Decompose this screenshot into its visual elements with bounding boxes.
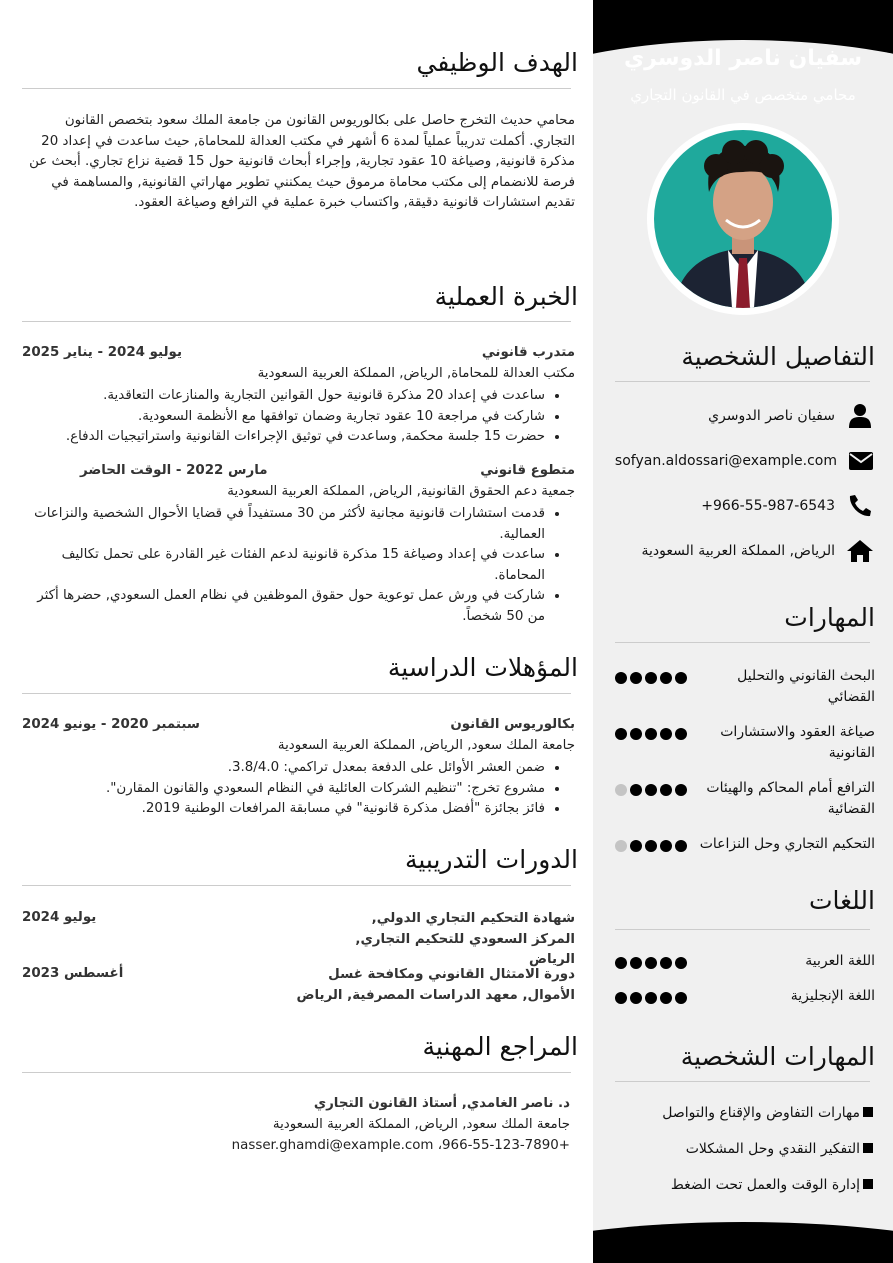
candidate-name: سفيان ناصر الدوسري: [624, 46, 862, 71]
rating-dot: [675, 672, 687, 684]
rating-dot: [675, 992, 687, 1004]
skill-row: [615, 666, 875, 708]
sidebar: [593, 0, 893, 1263]
phone-icon: [847, 493, 873, 519]
list-item: • ضمن العشر الأوائل على الدفعة بمعدل تراكمي: 3.8/4.0.: [22, 758, 545, 779]
divider: [22, 88, 571, 89]
university: جامعة الملك سعود, الرياض, المملكة العربية السعودية: [277, 738, 575, 753]
skill-row: [615, 834, 875, 855]
list-item: • حضرت 15 جلسة محكمة, وساعدت في توثيق الإجراءات القانونية واستراتيجيات الدفاع.: [22, 427, 545, 448]
rating-dot: [675, 784, 687, 796]
envelope-icon: [849, 448, 873, 474]
job-bullets: [22, 386, 575, 448]
sidebar-footer-curve: [593, 1222, 893, 1263]
rating-dot: [615, 840, 627, 852]
profile-photo: [654, 130, 832, 308]
course-date: يوليو 2024: [22, 910, 97, 925]
rating-dot: [675, 728, 687, 740]
detail-address: [615, 536, 873, 566]
rating-dot: [645, 992, 657, 1004]
rating-dot: [660, 728, 672, 740]
rating-dot: [645, 840, 657, 852]
skill-name: صياغة العقود والاستشارات القانونية: [720, 724, 875, 761]
soft-skill-item: [615, 1141, 873, 1157]
skill-level: [615, 834, 687, 852]
skill-name: الترافع أمام المحاكم والهيئات القضائية: [706, 780, 875, 817]
divider: [615, 1081, 870, 1082]
detail-email[interactable]: [615, 446, 873, 476]
rating-dot: [645, 728, 657, 740]
skill-level: [615, 666, 687, 684]
language-row: [615, 986, 875, 1007]
rating-dot: [660, 840, 672, 852]
rating-dot: [615, 992, 627, 1004]
job-organization: مكتب العدالة للمحاماة, الرياض, المملكة العربية السعودية: [257, 366, 575, 381]
list-item: • ساعدت في إعداد وصياغة 15 مذكرة قانونية لدعم الفئات غير القادرة على تحمل تكاليف المحاماة.: [22, 545, 545, 586]
skill-row: [615, 778, 875, 820]
reference-organization: جامعة الملك سعود, الرياض, المملكة العربية السعودية: [272, 1117, 570, 1132]
skill-name: البحث القانوني والتحليل القضائي: [737, 668, 875, 705]
candidate-title: محامي متخصص في القانون التجاري: [630, 86, 856, 104]
divider: [22, 885, 571, 886]
rating-dot: [645, 957, 657, 969]
soft-skill-text: التفكير النقدي وحل المشكلات: [685, 1141, 860, 1157]
rating-dot: [660, 992, 672, 1004]
rating-dot: [645, 672, 657, 684]
skills-heading: المهارات: [784, 603, 875, 632]
divider: [22, 321, 571, 322]
job-dates: يوليو 2024 - يناير 2025: [22, 345, 182, 360]
list-item: • شاركت في مراجعة 10 عقود تجارية وضمان توافقها مع الأنظمة السعودية.: [22, 407, 545, 428]
divider: [22, 693, 571, 694]
course-title: دورة الامتثال القانوني ومكافحة غسل الأموال, معهد الدراسات المصرفية, الرياض: [296, 967, 575, 1003]
rating-dot: [615, 784, 627, 796]
divider: [615, 381, 870, 382]
rating-dot: [660, 784, 672, 796]
list-item: • شاركت في ورش عمل توعوية حول حقوق الموظفين في نظام العمل السعودي, حضرها أكثر من 50 شخصاً.: [22, 586, 545, 627]
list-item: • ساعدت في إعداد 20 مذكرة قانونية حول القوانين التجارية والمنازعات التعاقدية.: [22, 386, 545, 407]
detail-address-text: الرياض, المملكة العربية السعودية: [641, 543, 835, 559]
detail-email-text[interactable]: sofyan.aldossari@example.com: [614, 453, 837, 469]
list-item: • فائز بجائزة "أفضل مذكرة قانونية" في مسابقة المرافعات الوطنية 2019.: [22, 799, 545, 820]
references-heading: المراجع المهنية: [422, 1032, 578, 1061]
rating-dot: [645, 784, 657, 796]
divider: [615, 642, 870, 643]
skill-level: [615, 778, 687, 796]
details-heading: التفاصيل الشخصية: [681, 342, 875, 371]
job-organization: جمعية دعم الحقوق القانونية, الرياض, المملكة العربية السعودية: [227, 484, 575, 499]
rating-dot: [615, 728, 627, 740]
detail-name: [615, 401, 873, 431]
job-dates: مارس 2022 - الوقت الحاضر: [80, 463, 268, 478]
avatar: [647, 123, 839, 315]
rating-dot: [630, 957, 642, 969]
education-header: [22, 717, 575, 737]
language-level: [615, 986, 687, 1004]
square-bullet-icon: [863, 1179, 873, 1189]
courses-heading: الدورات التدريبية: [404, 845, 578, 874]
course-date: أغسطس 2023: [22, 966, 124, 981]
objective-text: محامي حديث التخرج حاصل على بكالوريوس القانون من جامعة الملك سعود بتخصص القانون التجاري. أكملت تدريباً عملياً لمدة 6 أشهر في مكتب العدالة للمحاماة, حيث ساعدت في إعداد 20 مذكرة قانونية, وصياغة 10 عقود تجارية, وإجراء أبحاث قانونية حول 15 قضية نزاع تجاري. أبحث عن فرصة للانضمام إلى مكتب محاماة مرموق حيث يمكنني تطوير مهاراتي القانونية, والمساهمة في تقديم استشارات قانونية دقيقة, واكتساب خبرة عملية في الترافع وصياغة العقود.: [29, 113, 575, 210]
user-icon: [847, 403, 873, 429]
square-bullet-icon: [863, 1143, 873, 1153]
job-title: متدرب قانوني: [481, 345, 575, 360]
rating-dot: [630, 840, 642, 852]
detail-phone-text[interactable]: +966-55-987-6543: [701, 498, 835, 514]
job-title: متطوع قانوني: [480, 463, 575, 478]
rating-dot: [615, 672, 627, 684]
experience-header: [22, 463, 575, 483]
detail-phone[interactable]: [615, 491, 873, 521]
soft-skill-text: إدارة الوقت والعمل تحت الضغط: [670, 1177, 860, 1193]
list-item: • قدمت استشارات قانونية مجانية لأكثر من 30 مستفيداً في قضايا الأحوال الشخصية والنزاعات العمالية.: [22, 504, 545, 545]
divider: [615, 929, 870, 930]
language-level: [615, 951, 687, 969]
rating-dot: [660, 672, 672, 684]
rating-dot: [630, 992, 642, 1004]
soft-skill-item: [615, 1177, 873, 1193]
education-bullets: [22, 758, 575, 820]
experience-heading: الخبرة العملية: [434, 282, 578, 311]
rating-dot: [615, 957, 627, 969]
rating-dot: [630, 784, 642, 796]
language-name: اللغة العربية: [805, 953, 875, 969]
language-name: اللغة الإنجليزية: [790, 988, 875, 1004]
rating-dot: [630, 728, 642, 740]
education-heading: المؤهلات الدراسية: [387, 653, 578, 682]
soft-skills-heading: المهارات الشخصية: [680, 1042, 875, 1071]
languages-heading: اللغات: [808, 886, 875, 915]
detail-name-text: سفيان ناصر الدوسري: [708, 408, 835, 424]
rating-dot: [630, 672, 642, 684]
degree-dates: سبتمبر 2020 - يونيو 2024: [22, 717, 200, 732]
course-title: شهادة التحكيم التجاري الدولي, المركز السعودي للتحكيم التجاري, الرياض: [355, 911, 575, 967]
soft-skill-item: [615, 1105, 873, 1121]
skill-level: [615, 722, 687, 740]
rating-dot: [675, 957, 687, 969]
job-bullets: [22, 504, 575, 627]
reference-name: د. ناصر الغامدي, أستاذ القانون التجاري: [313, 1096, 570, 1111]
home-icon: [847, 538, 873, 564]
language-row: [615, 951, 875, 972]
soft-skill-text: مهارات التفاوض والإقناع والتواصل: [662, 1105, 860, 1121]
list-item: • مشروع تخرج: "تنظيم الشركات العائلية في النظام السعودي والقانون المقارن".: [22, 779, 545, 800]
skill-row: [615, 722, 875, 764]
square-bullet-icon: [863, 1107, 873, 1117]
reference-contact[interactable]: +966-55-123-7890، nasser.ghamdi@example.com: [231, 1138, 570, 1153]
rating-dot: [660, 957, 672, 969]
experience-header: [22, 345, 575, 365]
degree-title: بكالوريوس القانون: [450, 717, 575, 732]
divider: [22, 1072, 571, 1073]
objective-heading: الهدف الوظيفي: [416, 48, 578, 77]
rating-dot: [675, 840, 687, 852]
skill-name: التحكيم التجاري وحل النزاعات: [699, 836, 875, 852]
